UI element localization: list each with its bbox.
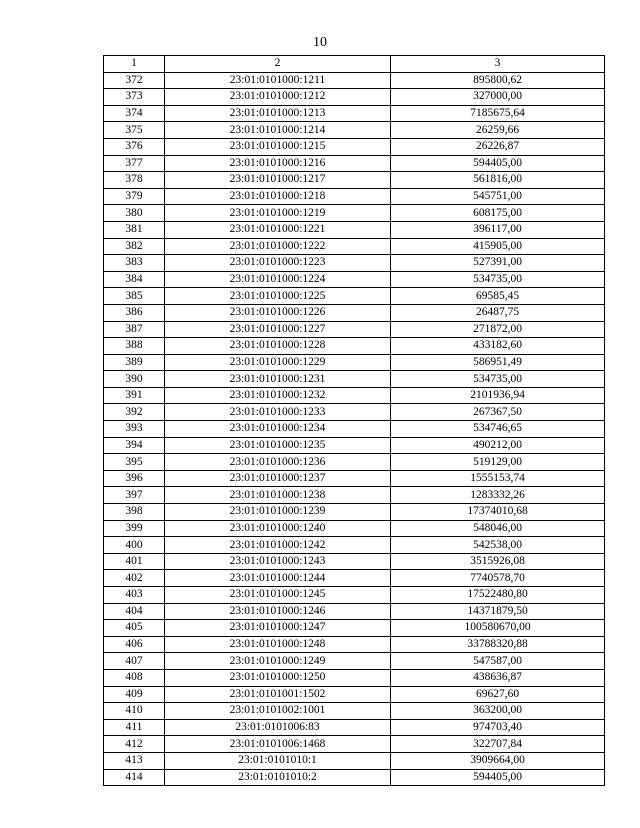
cadastral-number-cell: 23:01:0101000:1215 — [165, 138, 391, 155]
cadastral-number-cell: 23:01:0101000:1229 — [165, 354, 391, 371]
column-header-2: 2 — [165, 56, 391, 73]
row-number-cell: 385 — [104, 288, 165, 305]
table-row — [104, 437, 605, 454]
value-cell: 17374010,68 — [391, 504, 605, 521]
table-row — [104, 620, 605, 637]
cadastral-number-cell: 23:01:0101000:1213 — [165, 105, 391, 122]
row-number-cell: 386 — [104, 304, 165, 321]
cadastral-number-cell: 23:01:0101000:1247 — [165, 620, 391, 637]
cadastral-number-cell: 23:01:0101000:1221 — [165, 221, 391, 238]
page-number: 10 — [313, 35, 327, 50]
cadastral-number-cell: 23:01:0101006:1468 — [165, 736, 391, 753]
table-row — [104, 421, 605, 438]
value-cell: 974703,40 — [391, 719, 605, 736]
row-number-cell: 407 — [104, 653, 165, 670]
value-cell: 438636,87 — [391, 669, 605, 686]
cadastral-number-cell: 23:01:0101000:1212 — [165, 89, 391, 106]
value-cell: 7740578,70 — [391, 570, 605, 587]
value-cell: 545751,00 — [391, 188, 605, 205]
value-cell: 14371879,50 — [391, 603, 605, 620]
table-row — [104, 138, 605, 155]
value-cell: 534746,65 — [391, 421, 605, 438]
table-row — [104, 387, 605, 404]
row-number-cell: 377 — [104, 155, 165, 172]
table-row — [104, 703, 605, 720]
cadastral-number-cell: 23:01:0101002:1001 — [165, 703, 391, 720]
cadastral-number-cell: 23:01:0101000:1222 — [165, 238, 391, 255]
table-row — [104, 155, 605, 172]
row-number-cell: 398 — [104, 504, 165, 521]
value-cell: 415905,00 — [391, 238, 605, 255]
cadastral-number-cell: 23:01:0101006:83 — [165, 719, 391, 736]
cadastral-number-cell: 23:01:0101001:1502 — [165, 686, 391, 703]
cadastral-number-cell: 23:01:0101000:1226 — [165, 304, 391, 321]
value-cell: 895800,62 — [391, 72, 605, 89]
row-number-cell: 400 — [104, 537, 165, 554]
value-cell: 1555153,74 — [391, 470, 605, 487]
cadastral-number-cell: 23:01:0101000:1233 — [165, 404, 391, 421]
cadastral-number-cell: 23:01:0101000:1242 — [165, 537, 391, 554]
table-row — [104, 487, 605, 504]
table-row — [104, 105, 605, 122]
cadastral-number-cell: 23:01:0101000:1244 — [165, 570, 391, 587]
table-row — [104, 686, 605, 703]
row-number-cell: 396 — [104, 470, 165, 487]
value-cell: 519129,00 — [391, 454, 605, 471]
value-cell: 26259,66 — [391, 122, 605, 139]
row-number-cell: 409 — [104, 686, 165, 703]
value-cell: 561816,00 — [391, 172, 605, 189]
value-cell: 547587,00 — [391, 653, 605, 670]
value-cell: 433182,60 — [391, 338, 605, 355]
row-number-cell: 383 — [104, 255, 165, 272]
table-row — [104, 72, 605, 89]
table-row — [104, 587, 605, 604]
value-cell: 534735,00 — [391, 271, 605, 288]
table-row — [104, 454, 605, 471]
row-number-cell: 405 — [104, 620, 165, 637]
table-row — [104, 321, 605, 338]
value-cell: 594405,00 — [391, 155, 605, 172]
cadastral-number-cell: 23:01:0101000:1249 — [165, 653, 391, 670]
row-number-cell: 379 — [104, 188, 165, 205]
row-number-cell: 384 — [104, 271, 165, 288]
cadastral-number-cell: 23:01:0101000:1235 — [165, 437, 391, 454]
cadastral-number-cell: 23:01:0101000:1246 — [165, 603, 391, 620]
cadastral-number-cell: 23:01:0101000:1245 — [165, 587, 391, 604]
row-number-cell: 411 — [104, 719, 165, 736]
row-number-cell: 374 — [104, 105, 165, 122]
row-number-cell: 392 — [104, 404, 165, 421]
row-number-cell: 394 — [104, 437, 165, 454]
value-cell: 2101936,94 — [391, 387, 605, 404]
cadastral-number-cell: 23:01:0101010:2 — [165, 769, 391, 786]
value-cell: 548046,00 — [391, 520, 605, 537]
value-cell: 490212,00 — [391, 437, 605, 454]
cadastral-number-cell: 23:01:0101000:1217 — [165, 172, 391, 189]
cadastral-number-cell: 23:01:0101000:1234 — [165, 421, 391, 438]
value-cell: 17522480,80 — [391, 587, 605, 604]
cadastral-number-cell: 23:01:0101010:1 — [165, 752, 391, 769]
value-cell: 1283332,26 — [391, 487, 605, 504]
table-row — [104, 122, 605, 139]
row-number-cell: 414 — [104, 769, 165, 786]
row-number-cell: 382 — [104, 238, 165, 255]
table-row — [104, 520, 605, 537]
cadastral-number-cell: 23:01:0101000:1232 — [165, 387, 391, 404]
table-row — [104, 752, 605, 769]
table-row — [104, 470, 605, 487]
value-cell: 534735,00 — [391, 371, 605, 388]
row-number-cell: 376 — [104, 138, 165, 155]
cadastral-number-cell: 23:01:0101000:1228 — [165, 338, 391, 355]
table-body — [104, 72, 605, 786]
row-number-cell: 412 — [104, 736, 165, 753]
row-number-cell: 408 — [104, 669, 165, 686]
table-row — [104, 719, 605, 736]
value-cell: 267367,50 — [391, 404, 605, 421]
cadastral-number-cell: 23:01:0101000:1237 — [165, 470, 391, 487]
row-number-cell: 404 — [104, 603, 165, 620]
value-cell: 7185675,64 — [391, 105, 605, 122]
table-row — [104, 338, 605, 355]
table-row — [104, 89, 605, 106]
value-cell: 586951,49 — [391, 354, 605, 371]
row-number-cell: 395 — [104, 454, 165, 471]
value-cell: 608175,00 — [391, 205, 605, 222]
table-row — [104, 769, 605, 786]
table-row — [104, 653, 605, 670]
row-number-cell: 397 — [104, 487, 165, 504]
row-number-cell: 380 — [104, 205, 165, 222]
cadastral-number-cell: 23:01:0101000:1238 — [165, 487, 391, 504]
table-row — [104, 238, 605, 255]
cadastral-number-cell: 23:01:0101000:1231 — [165, 371, 391, 388]
column-header-3: 3 — [391, 56, 605, 73]
value-cell: 363200,00 — [391, 703, 605, 720]
row-number-cell: 391 — [104, 387, 165, 404]
row-number-cell: 402 — [104, 570, 165, 587]
row-number-cell: 375 — [104, 122, 165, 139]
value-cell: 100580670,00 — [391, 620, 605, 637]
value-cell: 542538,00 — [391, 537, 605, 554]
table-row — [104, 504, 605, 521]
row-number-cell: 401 — [104, 553, 165, 570]
value-cell: 26487,75 — [391, 304, 605, 321]
cadastral-number-cell: 23:01:0101000:1218 — [165, 188, 391, 205]
data-table — [103, 55, 605, 786]
table-row — [104, 271, 605, 288]
cadastral-number-cell: 23:01:0101000:1224 — [165, 271, 391, 288]
cadastral-number-cell: 23:01:0101000:1236 — [165, 454, 391, 471]
table-row — [104, 537, 605, 554]
cadastral-number-cell: 23:01:0101000:1214 — [165, 122, 391, 139]
value-cell: 527391,00 — [391, 255, 605, 272]
value-cell: 33788320,88 — [391, 636, 605, 653]
value-cell: 271872,00 — [391, 321, 605, 338]
value-cell: 26226,87 — [391, 138, 605, 155]
value-cell: 69585,45 — [391, 288, 605, 305]
value-cell: 69627,60 — [391, 686, 605, 703]
row-number-cell: 399 — [104, 520, 165, 537]
table-row — [104, 736, 605, 753]
table-row — [104, 255, 605, 272]
row-number-cell: 378 — [104, 172, 165, 189]
table-row — [104, 304, 605, 321]
table-row — [104, 205, 605, 222]
row-number-cell: 387 — [104, 321, 165, 338]
table-row — [104, 354, 605, 371]
table-row — [104, 404, 605, 421]
row-number-cell: 372 — [104, 72, 165, 89]
cadastral-number-cell: 23:01:0101000:1248 — [165, 636, 391, 653]
row-number-cell: 373 — [104, 89, 165, 106]
cadastral-number-cell: 23:01:0101000:1227 — [165, 321, 391, 338]
table-row — [104, 172, 605, 189]
row-number-cell: 406 — [104, 636, 165, 653]
value-cell: 3909664,00 — [391, 752, 605, 769]
cadastral-number-cell: 23:01:0101000:1250 — [165, 669, 391, 686]
cadastral-number-cell: 23:01:0101000:1219 — [165, 205, 391, 222]
row-number-cell: 388 — [104, 338, 165, 355]
cadastral-number-cell: 23:01:0101000:1225 — [165, 288, 391, 305]
table-header — [104, 56, 605, 73]
row-number-cell: 381 — [104, 221, 165, 238]
cadastral-number-cell: 23:01:0101000:1223 — [165, 255, 391, 272]
row-number-cell: 403 — [104, 587, 165, 604]
row-number-cell: 413 — [104, 752, 165, 769]
table-row — [104, 371, 605, 388]
cadastral-number-cell: 23:01:0101000:1211 — [165, 72, 391, 89]
row-number-cell: 389 — [104, 354, 165, 371]
header-row — [104, 56, 605, 73]
cadastral-number-cell: 23:01:0101000:1216 — [165, 155, 391, 172]
table-row — [104, 553, 605, 570]
row-number-cell: 410 — [104, 703, 165, 720]
cadastral-number-cell: 23:01:0101000:1239 — [165, 504, 391, 521]
column-header-1: 1 — [104, 56, 165, 73]
table-row — [104, 603, 605, 620]
table-row — [104, 570, 605, 587]
value-cell: 322707,84 — [391, 736, 605, 753]
value-cell: 3515926,08 — [391, 553, 605, 570]
table-row — [104, 188, 605, 205]
table-row — [104, 288, 605, 305]
row-number-cell: 393 — [104, 421, 165, 438]
row-number-cell: 390 — [104, 371, 165, 388]
table-row — [104, 636, 605, 653]
table-row — [104, 221, 605, 238]
value-cell: 327000,00 — [391, 89, 605, 106]
value-cell: 594405,00 — [391, 769, 605, 786]
value-cell: 396117,00 — [391, 221, 605, 238]
cadastral-number-cell: 23:01:0101000:1240 — [165, 520, 391, 537]
table-row — [104, 669, 605, 686]
cadastral-number-cell: 23:01:0101000:1243 — [165, 553, 391, 570]
